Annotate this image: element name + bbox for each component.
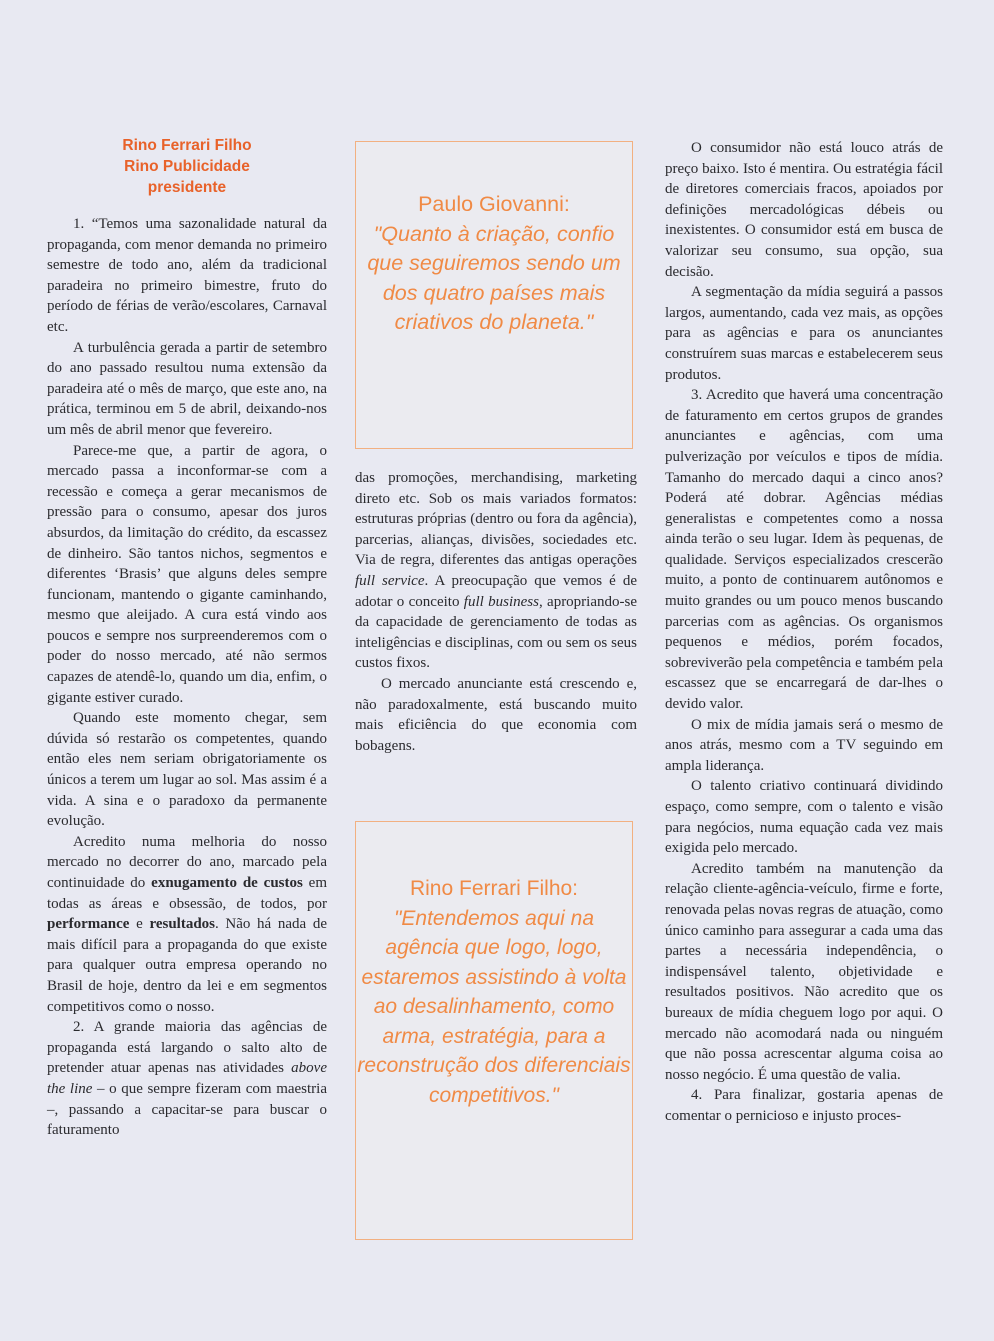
column-left <box>47 135 327 1141</box>
bold-run: exnugamento de custos <box>151 875 303 891</box>
paragraph: 4. Para finalizar, gostaria apenas de comentar o pernicioso e injusto proces- <box>665 1087 943 1124</box>
byline-role: presidente <box>147 179 227 196</box>
text-run: 2. A grande maioria das agências de propaganda está largando o salto alto de pretender atuar apenas nas atividades <box>47 1019 327 1077</box>
pull-quote-paulo-giovanni <box>355 141 633 449</box>
paragraph <box>47 832 327 1017</box>
text-run: Acredito numa melhoria do nosso mercado no decorrer do ano, marcado pela continuidade do <box>47 833 327 891</box>
paragraph: 1. “Temos uma sazonalidade natural da propaganda, com menor demanda no primeiro semestre de todo ano, além da tradicional paradeira no primeiro bimestre, fruto do período de férias de verão/escolares, Carnaval etc. <box>47 216 327 335</box>
text-run: em todas as áreas e obsessão, de todos, por <box>47 875 327 912</box>
paragraph: 3. Acredito que haverá uma concentração de faturamento em certos grupos de grandes anunciantes e agências, com uma pulverização por veículos e tipos de mídia. Tamanho do mercado daqui a cinco anos? Poderá até dobrar. Agências médias generalistas e competentes como a nossa ainda terão o seu lugar. Idem às pequenas, de qualidade. Serviços especializados crescerão muito, a ponto de continuarem autônomos e muito grandes ou um pouco menos buscando parcerias com as agências. Os organismos pequenos e médios, porém focados, sobreviverão pela competência e também pela escassez que se encarregará de dar-lhes o devido valor. <box>665 387 943 713</box>
paragraph: Acredito também na manutenção da relação cliente-agência-veículo, firme e forte, renovada pelas novas regras de atuação, como único caminho para assegurar a cada uma das partes a necessária independência, o indispensável talento, objetividade e resultados positivos. Não acredito que os bureaux de mídia cheguem logo por aqui. O mercado não acomodará nada ou ninguém que não possa acrescentar alguma coisa ao nosso negócio. É uma questão de valia. <box>665 860 943 1083</box>
text-run: . A preocupação que vemos é de adotar o conceito <box>355 572 637 610</box>
text-run: . Não há nada de mais difícil para a propaganda do que existe para qualquer outra empresa operando no Brasil de hoje, dentro da lei e em segmentos competitivos como o nosso. <box>47 916 327 1015</box>
byline-name: Rino Ferrari Filho <box>122 137 252 154</box>
pull-quote-rino-ferrari <box>355 821 633 1240</box>
paragraph <box>355 468 637 674</box>
paragraph: Parece-me que, a partir de agora, o mercado passa a inconformar-se com a recessão e começa a gerar mecanismos de pressão para o consumo, apesar dos juros absurdos, da limitação do crédito, da escassez de dinheiro. São tantos nichos, segmentos e diferentes ‘Brasis’ que alguns deles sempre funcionam, mantendo o gigante caminhando, mesmo que aleijado. A cura está vindo aos poucos e sempre nos surpreenderemos com o poder do nosso mercado, até não sermos capazes de atendê-lo, quando um dia, enfim, o gigante estiver curado. <box>47 442 327 706</box>
italic-run: full business <box>463 593 539 610</box>
paragraph: O mercado anunciante está crescendo e, não paradoxalmente, está buscando muito mais eficiência do que economia com bobagens. <box>355 675 637 754</box>
byline <box>47 135 327 198</box>
paragraph: A segmentação da mídia seguirá a passos largos, aumentando, cada vez mais, as opções para as agências e para os anunciantes construírem suas marcas e estabelecerem seus produtos. <box>665 284 943 383</box>
quote-text: "Entendemos aqui na agência que logo, logo, estaremos assistindo à volta ao desalinhamento, como arma, estratégia, para a reconstrução dos diferenciais competitivos." <box>357 906 631 1107</box>
italic-run: above the line <box>47 1060 327 1097</box>
text-run: e <box>129 916 150 933</box>
byline-company: Rino Publicidade <box>124 158 250 175</box>
quote-author: Paulo Giovanni: <box>418 192 570 216</box>
bold-run: resultados <box>149 916 216 933</box>
paragraph: Quando este momento chegar, sem dúvida só restarão os competentes, quando então eles nem seriam obrigatoriamente os únicos a terem um lugar ao sol. Mas assim é a vida. A sina e o paradoxo da permanente evolução. <box>47 710 327 830</box>
text-run: , apropriando-se da capacidade de gerenciamento de todas as inteligências e disciplinas, com ou sem os seus custos fixos. <box>355 593 637 672</box>
paragraph <box>47 1017 327 1141</box>
paragraph: A turbulência gerada a partir de setembro do ano passado resultou numa extensão da paradeira até o mês de março, que este ano, na prática, terminou em 5 de abril, deixando-nos um mês de abril menor que fevereiro. <box>47 339 327 438</box>
paragraph: O consumidor não está louco atrás de preço baixo. Isto é mentira. Ou estratégia fácil de diretores comerciais fracos, apoiados por definições mercadológicas débeis ou inexistentes. O consumidor está em busca de valorizar seu consumo, sua opção, sua decisão. <box>665 140 943 280</box>
paragraph: O talento criativo continuará dividindo espaço, como sempre, com o talento e visão para negócios, numa equação cada vez mais exigida pelo mercado. <box>665 778 943 857</box>
quote-author: Rino Ferrari Filho: <box>409 877 579 900</box>
bold-run: performance <box>47 916 130 933</box>
text-run: das promoções, merchandising, marketing direto etc. Sob os mais variados formatos: estruturas próprias (dentro ou fora da agência), parcerias, alianças, divisões, sociedades etc. Via de regra, diferentes das antigas operações <box>355 470 637 569</box>
quote-text: "Quanto à criação, confio que seguiremos sendo um dos quatro países mais criativos do planeta." <box>367 221 621 334</box>
paragraph: O mix de mídia jamais será o mesmo de anos atrás, mesmo com a TV seguindo em ampla liderança. <box>665 716 943 774</box>
text-run: – o que sempre fizeram com maestria –, passando a capacitar-se para buscar o faturamento <box>47 1080 327 1139</box>
column-right <box>665 138 943 1127</box>
italic-run: full service <box>355 572 425 589</box>
